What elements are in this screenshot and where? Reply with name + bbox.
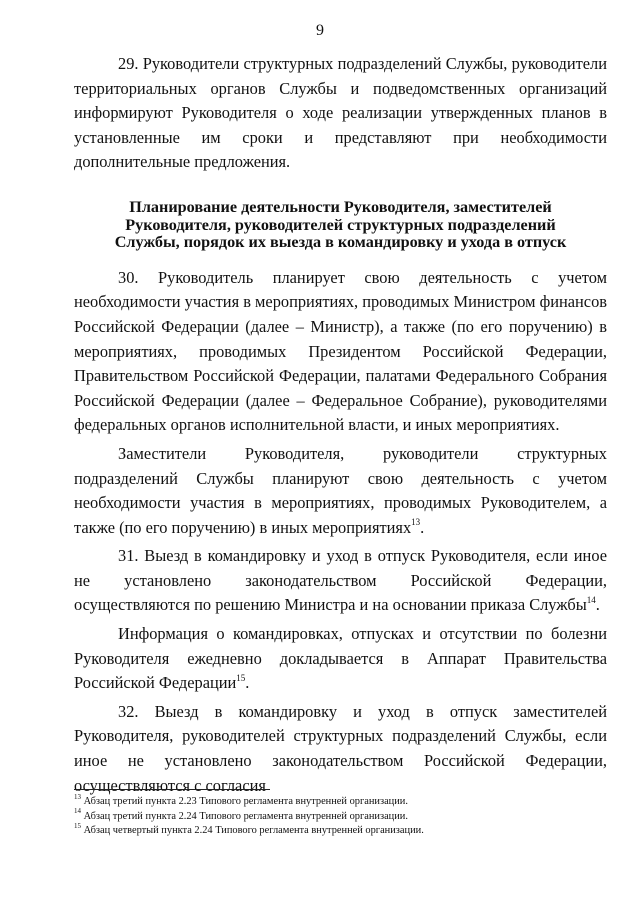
- footnote-13: [74, 792, 607, 810]
- footnote-ref-13: 13: [411, 517, 421, 528]
- footnote-ref-15: 15: [236, 672, 246, 683]
- paragraph-30-deputies: [74, 442, 607, 540]
- footnote-separator: [74, 789, 270, 790]
- footnote-number: 13: [74, 792, 81, 801]
- paragraph-30-deputies-text: Заместители Руководителя, руководители структурных подразделений Службы планируют свою деятельность с учетом необходимости участия в мероприятиях, проводимых Руководителем, а также (по его поручению) в иных мероприятиях: [74, 443, 607, 537]
- paragraph-31-information-end: .: [245, 673, 250, 693]
- footnote-14: [74, 807, 607, 825]
- footnote-ref-14: 14: [586, 595, 596, 605]
- paragraph-30-deputies-end: .: [420, 517, 425, 537]
- paragraph-31-information-text: Информация о командировках, отпусках и отсутствии по болезни Руководителя ежедневно докладывается в Аппарат Правительства Российской Федерации: [74, 624, 607, 693]
- paragraph-29: 29. Руководители структурных подразделений Службы, руководители территориальных органов Службы и подведомственных организаций информируют Руководителя о ходе реализации утвержденных планов в установленные им сроки и представляют при необходимости дополнительные предложения.: [74, 54, 607, 172]
- document-body: [74, 52, 607, 798]
- paragraph-31-text: 31. Выезд в командировку и уход в отпуск Руководителя, если иное не установлено законодательством Российской Федерации, осуществляются по решению Министра и на основании приказа Службы: [74, 546, 607, 615]
- footnote-15: [74, 821, 607, 839]
- paragraph-32: 32. Выезд в командировку и уход в отпуск заместителей Руководителя, руководителей структурных подразделений Службы, если иное не установлено законодательством Российской Федерации, осуществляются с согласия: [74, 701, 607, 795]
- footnote-number: 15: [74, 821, 81, 830]
- footnote-text: Абзац третий пункта 2.23 Типового регламента внутренней организации.: [81, 796, 408, 807]
- paragraph-31: [74, 544, 607, 618]
- footnote-text: Абзац четвертый пункта 2.24 Типового регламента внутренней организации.: [81, 825, 424, 837]
- section-heading-line-1: Планирование деятельности Руководителя, заместителей: [129, 197, 552, 216]
- section-heading-line-2: Руководителя, руководителей структурных подразделений: [125, 215, 556, 234]
- footnote-text: Абзац третий пункта 2.24 Типового регламента внутренней организации.: [81, 810, 408, 822]
- section-heading: [74, 199, 607, 252]
- footnotes: [74, 792, 607, 839]
- page-number: 9: [316, 22, 324, 39]
- paragraph-31-end: .: [595, 595, 600, 615]
- paragraph-30: 30. Руководитель планирует свою деятельность с учетом необходимости участия в мероприятиях, проводимых Министром финансов Российской Федерации (далее – Министр), а также (по его поручению) в мероприятиях, проводимых Президентом Российской Федерации, Правительством Российской Федерации, палатами Федерального Собрания Российской Федерации (далее – Федеральное Собрание), руководителями федеральных органов исполнительной власти, и иных мероприятиях.: [74, 267, 608, 435]
- section-heading-line-3: Службы, порядок их выезда в командировку и ухода в отпуск: [114, 233, 567, 252]
- footnote-number: 14: [74, 807, 81, 816]
- paragraph-31-information: [74, 622, 607, 696]
